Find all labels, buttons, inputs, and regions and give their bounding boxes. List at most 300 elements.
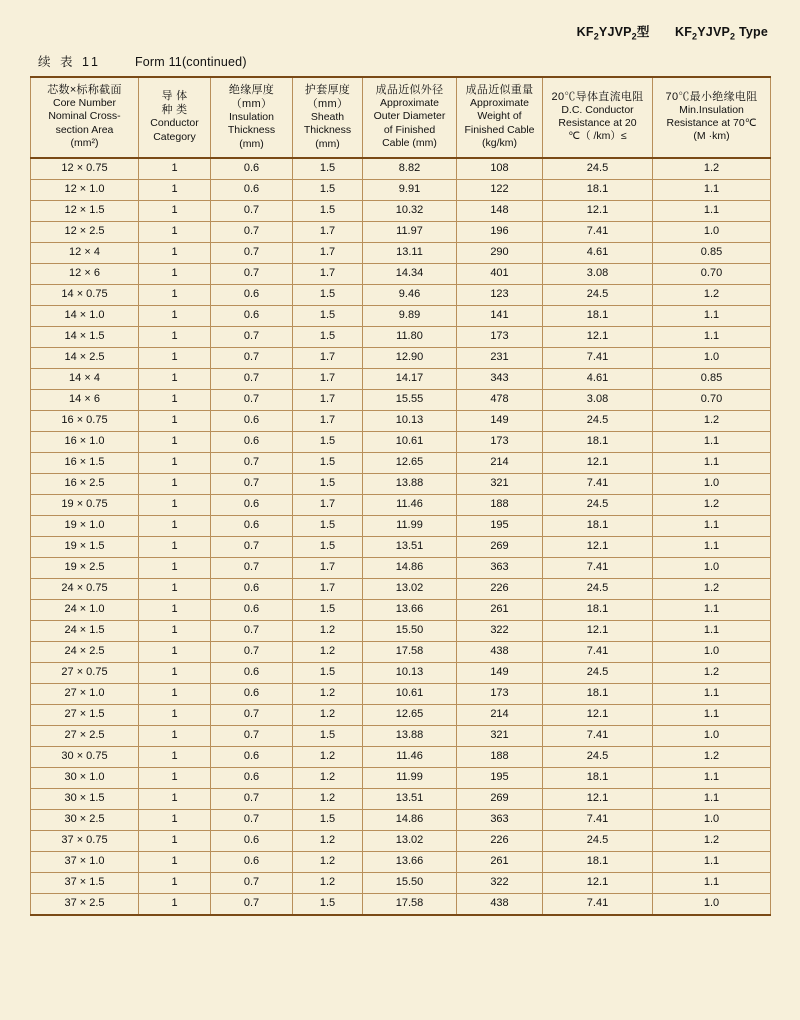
table-cell: 1.5: [293, 809, 363, 830]
table-cell: 1.5: [293, 158, 363, 180]
table-cell: 1.2: [293, 830, 363, 851]
table-row: [31, 410, 771, 431]
table-cell: 14.86: [363, 809, 457, 830]
table-cell: 18.1: [543, 599, 653, 620]
table-cell: 13.11: [363, 242, 457, 263]
table-row: [31, 494, 771, 515]
table-cell: 1.2: [653, 494, 771, 515]
table-cell: 1: [139, 767, 211, 788]
table-cell: 1: [139, 158, 211, 180]
table-cell: 18.1: [543, 683, 653, 704]
table-cell: 24.5: [543, 578, 653, 599]
table-cell: 16 × 0.75: [31, 410, 139, 431]
table-cell: 14 × 2.5: [31, 347, 139, 368]
table-cell: 12.90: [363, 347, 457, 368]
table-cell: 0.7: [211, 221, 293, 242]
table-cell: 7.41: [543, 557, 653, 578]
table-cell: 269: [457, 788, 543, 809]
table-row: [31, 620, 771, 641]
table-cell: 149: [457, 410, 543, 431]
table-cell: 10.61: [363, 431, 457, 452]
table-cell: 0.6: [211, 683, 293, 704]
table-cell: 24 × 1.5: [31, 620, 139, 641]
table-cell: 7.41: [543, 893, 653, 915]
table-cell: 12.1: [543, 704, 653, 725]
table-cell: 15.50: [363, 620, 457, 641]
table-cell: 1.1: [653, 683, 771, 704]
table-cell: 15.50: [363, 872, 457, 893]
table-cell: 9.46: [363, 284, 457, 305]
table-cell: 1.1: [653, 599, 771, 620]
table-cell: 1: [139, 725, 211, 746]
table-row: [31, 893, 771, 915]
table-row: [31, 242, 771, 263]
table-cell: 0.7: [211, 326, 293, 347]
table-cell: 4.61: [543, 242, 653, 263]
table-cell: 8.82: [363, 158, 457, 180]
table-cell: 0.7: [211, 452, 293, 473]
table-cell: 14.86: [363, 557, 457, 578]
table-cell: 363: [457, 809, 543, 830]
table-cell: 0.85: [653, 242, 771, 263]
table-caption: [30, 52, 770, 70]
table-cell: 269: [457, 536, 543, 557]
table-cell: 141: [457, 305, 543, 326]
table-cell: 0.7: [211, 389, 293, 410]
table-cell: 214: [457, 452, 543, 473]
col-header-insulation-resistance: 70℃最小绝缘电阻 Min.Insulation Resistance at 70℃ (M ·km): [653, 77, 771, 158]
table-cell: 13.02: [363, 830, 457, 851]
table-cell: 1: [139, 410, 211, 431]
table-cell: 12 × 0.75: [31, 158, 139, 180]
table-cell: 1: [139, 620, 211, 641]
table-cell: 27 × 0.75: [31, 662, 139, 683]
table-cell: 7.41: [543, 641, 653, 662]
table-cell: 0.6: [211, 305, 293, 326]
table-row: [31, 452, 771, 473]
table-cell: 1.7: [293, 263, 363, 284]
table-cell: 12.1: [543, 200, 653, 221]
table-cell: 1.2: [293, 746, 363, 767]
table-cell: 1: [139, 305, 211, 326]
table-cell: 1.1: [653, 431, 771, 452]
table-row: [31, 221, 771, 242]
table-cell: 10.13: [363, 410, 457, 431]
table-cell: 188: [457, 494, 543, 515]
table-cell: 30 × 1.0: [31, 767, 139, 788]
table-cell: 1.1: [653, 767, 771, 788]
table-cell: 1.2: [653, 284, 771, 305]
table-cell: 24.5: [543, 410, 653, 431]
table-cell: 1.1: [653, 515, 771, 536]
table-cell: 17.58: [363, 893, 457, 915]
table-cell: 1.2: [293, 683, 363, 704]
table-cell: 1: [139, 641, 211, 662]
table-cell: 321: [457, 725, 543, 746]
table-cell: 3.08: [543, 263, 653, 284]
table-cell: 478: [457, 389, 543, 410]
table-row: [31, 263, 771, 284]
table-cell: 27 × 1.5: [31, 704, 139, 725]
table-cell: 7.41: [543, 347, 653, 368]
table-cell: 12 × 4: [31, 242, 139, 263]
table-cell: 1.7: [293, 368, 363, 389]
table-cell: 11.46: [363, 746, 457, 767]
table-caption-cn: 续 表 11: [38, 54, 101, 69]
table-cell: 1.1: [653, 305, 771, 326]
table-cell: 12.1: [543, 620, 653, 641]
table-cell: 226: [457, 578, 543, 599]
table-row: [31, 347, 771, 368]
table-cell: 1: [139, 809, 211, 830]
col-header-conductor-category: 导 体 种 类 Conductor Category: [139, 77, 211, 158]
table-cell: 1: [139, 494, 211, 515]
table-cell: 1: [139, 263, 211, 284]
table-row: [31, 326, 771, 347]
table-header: [31, 77, 771, 158]
col-header-outer-diameter: 成品近似外径 Approximate Outer Diameter of Finished Cable (mm): [363, 77, 457, 158]
table-row: [31, 284, 771, 305]
table-row: [31, 725, 771, 746]
table-cell: 37 × 0.75: [31, 830, 139, 851]
table-cell: 19 × 1.5: [31, 536, 139, 557]
table-cell: 108: [457, 158, 543, 180]
table-cell: 24.5: [543, 746, 653, 767]
table-cell: 1.7: [293, 347, 363, 368]
table-cell: 18.1: [543, 767, 653, 788]
table-cell: 1: [139, 347, 211, 368]
col-header-sheath-thickness: 护套厚度 （mm） Sheath Thickness (mm): [293, 77, 363, 158]
table-row: [31, 200, 771, 221]
table-cell: 17.58: [363, 641, 457, 662]
col-header-core-number: 芯数×标称截面 Core Number Nominal Cross- section Area (mm²): [31, 77, 139, 158]
table-cell: 16 × 1.0: [31, 431, 139, 452]
table-cell: 1.5: [293, 305, 363, 326]
table-cell: 1: [139, 872, 211, 893]
table-cell: 1: [139, 452, 211, 473]
table-cell: 1.0: [653, 557, 771, 578]
table-cell: 196: [457, 221, 543, 242]
table-cell: 290: [457, 242, 543, 263]
table-cell: 1.2: [293, 872, 363, 893]
table-cell: 1.7: [293, 578, 363, 599]
table-cell: 0.7: [211, 788, 293, 809]
table-cell: 12 × 1.0: [31, 179, 139, 200]
table-cell: 261: [457, 599, 543, 620]
table-cell: 1: [139, 179, 211, 200]
table-row: [31, 683, 771, 704]
table-cell: 1.2: [653, 410, 771, 431]
table-cell: 1.0: [653, 893, 771, 915]
table-cell: 0.6: [211, 746, 293, 767]
table-cell: 0.6: [211, 158, 293, 180]
table-cell: 0.7: [211, 200, 293, 221]
table-cell: 1: [139, 851, 211, 872]
table-row: [31, 704, 771, 725]
table-cell: 1: [139, 578, 211, 599]
table-cell: 37 × 2.5: [31, 893, 139, 915]
table-cell: 30 × 1.5: [31, 788, 139, 809]
table-cell: 14 × 4: [31, 368, 139, 389]
table-cell: 18.1: [543, 851, 653, 872]
table-cell: 1.1: [653, 536, 771, 557]
table-cell: 1.0: [653, 347, 771, 368]
table-cell: 0.6: [211, 515, 293, 536]
table-row: [31, 305, 771, 326]
table-cell: 12 × 6: [31, 263, 139, 284]
table-cell: 1.0: [653, 809, 771, 830]
table-cell: 1: [139, 473, 211, 494]
table-cell: 24.5: [543, 284, 653, 305]
table-cell: 0.7: [211, 893, 293, 915]
table-cell: 1: [139, 788, 211, 809]
table-cell: 24.5: [543, 158, 653, 180]
table-cell: 1.2: [293, 641, 363, 662]
table-cell: 1.0: [653, 641, 771, 662]
table-cell: 1: [139, 893, 211, 915]
table-cell: 16 × 1.5: [31, 452, 139, 473]
table-cell: 14 × 1.0: [31, 305, 139, 326]
table-cell: 14 × 6: [31, 389, 139, 410]
table-cell: 13.66: [363, 599, 457, 620]
table-cell: 1.2: [653, 158, 771, 180]
table-cell: 1.2: [653, 578, 771, 599]
table-cell: 0.70: [653, 263, 771, 284]
table-cell: 0.7: [211, 725, 293, 746]
table-cell: 231: [457, 347, 543, 368]
table-cell: 1.0: [653, 221, 771, 242]
table-cell: 148: [457, 200, 543, 221]
table-cell: 0.7: [211, 536, 293, 557]
table-cell: 10.13: [363, 662, 457, 683]
table-cell: 401: [457, 263, 543, 284]
table-cell: 1: [139, 200, 211, 221]
product-type-title: [30, 22, 770, 42]
table-cell: 122: [457, 179, 543, 200]
table-cell: 0.7: [211, 872, 293, 893]
table-cell: 27 × 2.5: [31, 725, 139, 746]
table-cell: 1.0: [653, 725, 771, 746]
table-cell: 438: [457, 641, 543, 662]
table-row: [31, 389, 771, 410]
table-row: [31, 851, 771, 872]
table-cell: 1: [139, 242, 211, 263]
table-cell: 30 × 2.5: [31, 809, 139, 830]
table-header-row: [31, 77, 771, 158]
table-cell: 1.5: [293, 725, 363, 746]
table-cell: 11.99: [363, 767, 457, 788]
table-cell: 1.2: [653, 662, 771, 683]
table-cell: 1: [139, 830, 211, 851]
product-type-cn: $KF_2YJVP_2$型: [576, 25, 650, 42]
table-cell: 1.5: [293, 179, 363, 200]
table-cell: 1.7: [293, 494, 363, 515]
table-cell: 0.7: [211, 242, 293, 263]
table-cell: 19 × 0.75: [31, 494, 139, 515]
table-cell: 1.7: [293, 242, 363, 263]
table-cell: 1: [139, 683, 211, 704]
table-cell: 0.6: [211, 410, 293, 431]
table-cell: 226: [457, 830, 543, 851]
cable-specification-table: [30, 76, 771, 916]
table-cell: 18.1: [543, 431, 653, 452]
table-row: [31, 872, 771, 893]
table-cell: 11.99: [363, 515, 457, 536]
table-cell: 0.7: [211, 620, 293, 641]
table-cell: 24 × 0.75: [31, 578, 139, 599]
col-header-dc-resistance: 20℃导体直流电阻 D.C. Conductor Resistance at 20 ℃（ /km）≤: [543, 77, 653, 158]
table-cell: 1.1: [653, 851, 771, 872]
table-cell: 1.1: [653, 326, 771, 347]
table-cell: 12 × 1.5: [31, 200, 139, 221]
table-row: [31, 536, 771, 557]
table-row: [31, 767, 771, 788]
table-cell: 7.41: [543, 809, 653, 830]
table-cell: 1.2: [653, 746, 771, 767]
table-cell: 7.41: [543, 221, 653, 242]
table-cell: 37 × 1.5: [31, 872, 139, 893]
table-cell: 1: [139, 431, 211, 452]
table-cell: 18.1: [543, 305, 653, 326]
table-cell: 1.5: [293, 536, 363, 557]
table-cell: 1.5: [293, 599, 363, 620]
table-cell: 173: [457, 683, 543, 704]
table-cell: 1.2: [293, 767, 363, 788]
table-cell: 15.55: [363, 389, 457, 410]
table-cell: 24 × 1.0: [31, 599, 139, 620]
table-cell: 173: [457, 326, 543, 347]
table-cell: 0.6: [211, 830, 293, 851]
table-cell: 13.51: [363, 788, 457, 809]
table-cell: 1.5: [293, 452, 363, 473]
table-cell: 19 × 2.5: [31, 557, 139, 578]
table-cell: 322: [457, 620, 543, 641]
table-cell: 1.1: [653, 620, 771, 641]
table-cell: 27 × 1.0: [31, 683, 139, 704]
table-cell: 0.7: [211, 641, 293, 662]
table-cell: 1: [139, 515, 211, 536]
table-row: [31, 557, 771, 578]
table-cell: 1: [139, 662, 211, 683]
table-cell: 0.7: [211, 557, 293, 578]
table-cell: 10.61: [363, 683, 457, 704]
table-cell: 12.1: [543, 536, 653, 557]
table-cell: 195: [457, 515, 543, 536]
table-row: [31, 515, 771, 536]
table-cell: 322: [457, 872, 543, 893]
table-cell: 16 × 2.5: [31, 473, 139, 494]
table-cell: 1.1: [653, 788, 771, 809]
table-cell: 1.2: [653, 830, 771, 851]
table-row: [31, 431, 771, 452]
table-cell: 18.1: [543, 179, 653, 200]
table-cell: 37 × 1.0: [31, 851, 139, 872]
table-cell: 1: [139, 704, 211, 725]
table-cell: 11.80: [363, 326, 457, 347]
table-cell: 13.88: [363, 473, 457, 494]
table-cell: 1: [139, 746, 211, 767]
table-row: [31, 578, 771, 599]
table-cell: 149: [457, 662, 543, 683]
table-cell: 9.89: [363, 305, 457, 326]
table-cell: 1.7: [293, 557, 363, 578]
table-cell: 13.51: [363, 536, 457, 557]
table-cell: 12.1: [543, 452, 653, 473]
table-cell: 1: [139, 326, 211, 347]
table-cell: 1.1: [653, 872, 771, 893]
table-cell: 0.6: [211, 494, 293, 515]
table-cell: 10.32: [363, 200, 457, 221]
table-cell: 0.70: [653, 389, 771, 410]
table-row: [31, 473, 771, 494]
table-caption-en: Form 11(continued): [134, 54, 247, 69]
table-cell: 13.66: [363, 851, 457, 872]
table-cell: 24 × 2.5: [31, 641, 139, 662]
table-cell: 1.1: [653, 704, 771, 725]
table-cell: 13.02: [363, 578, 457, 599]
table-cell: 1.5: [293, 893, 363, 915]
table-cell: 13.88: [363, 725, 457, 746]
table-cell: 12.1: [543, 872, 653, 893]
table-cell: 173: [457, 431, 543, 452]
table-cell: 0.7: [211, 704, 293, 725]
table-cell: 195: [457, 767, 543, 788]
table-cell: 214: [457, 704, 543, 725]
table-cell: 14.17: [363, 368, 457, 389]
table-cell: 1.5: [293, 284, 363, 305]
table-cell: 12 × 2.5: [31, 221, 139, 242]
table-cell: 14 × 0.75: [31, 284, 139, 305]
table-cell: 1.5: [293, 515, 363, 536]
table-cell: 14.34: [363, 263, 457, 284]
table-cell: 0.6: [211, 851, 293, 872]
table-row: [31, 641, 771, 662]
table-cell: 1.5: [293, 662, 363, 683]
table-cell: 11.97: [363, 221, 457, 242]
table-row: [31, 368, 771, 389]
table-cell: 4.61: [543, 368, 653, 389]
product-type-en: $KF_2YJVP_2$ Type: [674, 25, 768, 42]
table-cell: 7.41: [543, 473, 653, 494]
table-cell: 1: [139, 536, 211, 557]
table-cell: 1: [139, 221, 211, 242]
table-cell: 19 × 1.0: [31, 515, 139, 536]
col-header-insulation-thickness: 绝缘厚度 （mm） Insulation Thickness (mm): [211, 77, 293, 158]
table-body: [31, 158, 771, 915]
table-row: [31, 809, 771, 830]
table-cell: 0.6: [211, 767, 293, 788]
table-cell: 12.65: [363, 452, 457, 473]
table-cell: 14 × 1.5: [31, 326, 139, 347]
table-cell: 1: [139, 368, 211, 389]
table-cell: 0.6: [211, 662, 293, 683]
table-cell: 1.2: [293, 620, 363, 641]
table-cell: 1: [139, 599, 211, 620]
table-cell: 12.1: [543, 788, 653, 809]
table-cell: 363: [457, 557, 543, 578]
table-cell: 0.6: [211, 578, 293, 599]
table-cell: 1.2: [293, 704, 363, 725]
table-row: [31, 662, 771, 683]
table-cell: 1.2: [293, 851, 363, 872]
table-row: [31, 599, 771, 620]
table-cell: 188: [457, 746, 543, 767]
table-cell: 1.1: [653, 179, 771, 200]
table-cell: 0.6: [211, 599, 293, 620]
col-header-weight: 成品近似重量 Approximate Weight of Finished Cable (kg/km): [457, 77, 543, 158]
table-cell: 1.5: [293, 473, 363, 494]
table-cell: 12.1: [543, 326, 653, 347]
